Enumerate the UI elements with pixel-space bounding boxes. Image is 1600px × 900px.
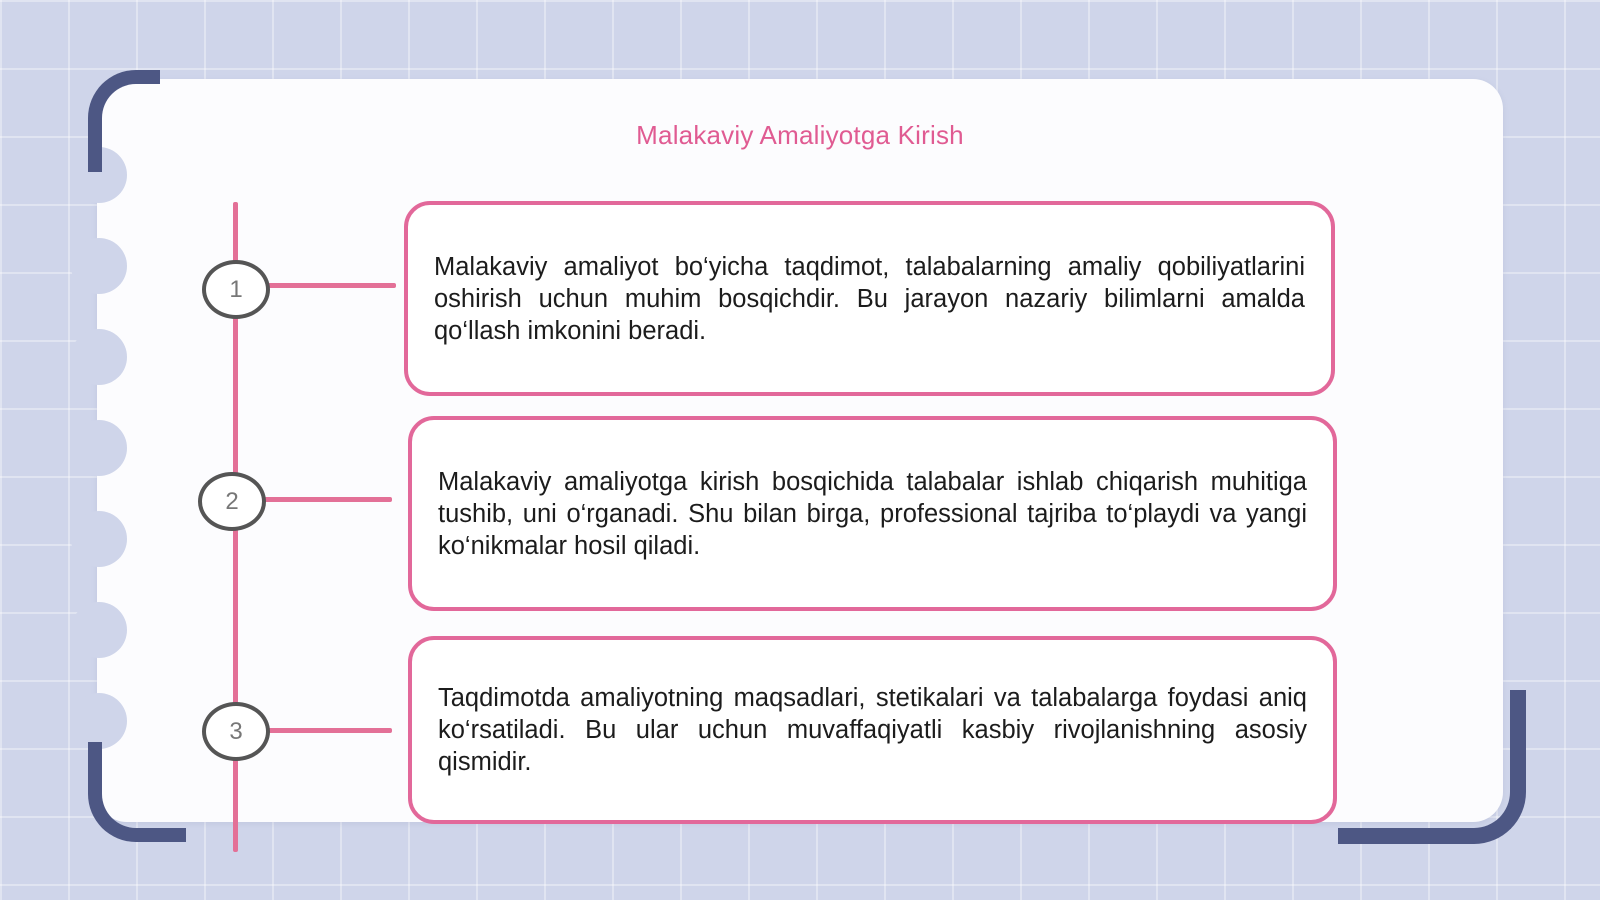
corner-bracket-bottom-left (88, 742, 186, 842)
timeline-connector (264, 497, 392, 502)
step-number-badge: 2 (198, 472, 266, 531)
step-number-badge: 3 (202, 702, 270, 761)
step-card (408, 416, 1337, 611)
card-scallop (71, 693, 127, 749)
step-number-badge: 1 (202, 260, 270, 319)
timeline-connector (268, 283, 396, 288)
card-scallop (71, 329, 127, 385)
card-scallop (71, 420, 127, 476)
step-description: Malakaviy amaliyotga kirish bosqichida talabalar ishlab chiqarish muhitiga tushib, uni o‘rganadi. Shu bilan birga, professional tajriba to‘playdi va yangi ko‘nikmalar hosil qiladi. (438, 467, 1307, 560)
slide-title: Malakaviy Amaliyotga Kirish (636, 120, 964, 150)
corner-bracket-bottom-right (1338, 690, 1526, 844)
timeline-connector (268, 728, 392, 733)
step-card (404, 201, 1335, 396)
step-description: Taqdimotda amaliyotning maqsadlari, stetikalari va talabalarga foydasi aniq ko‘rsatiladi. Bu ular uchun muvaffaqiyatli kasbiy rivojlanishning asosiy qismidir. (438, 684, 1307, 776)
corner-bracket-top-left (88, 70, 160, 172)
card-scallop (71, 238, 127, 294)
card-scallop (71, 511, 127, 567)
card-scallop (71, 602, 127, 658)
step-card (408, 636, 1337, 824)
step-description: Malakaviy amaliyot bo‘yicha taqdimot, talabalarning amaliy qobiliyatlarini oshirish uchun muhim bosqichdir. Bu jarayon nazariy bilimlarni amalda qo‘llash imkonini beradi. (434, 252, 1305, 345)
